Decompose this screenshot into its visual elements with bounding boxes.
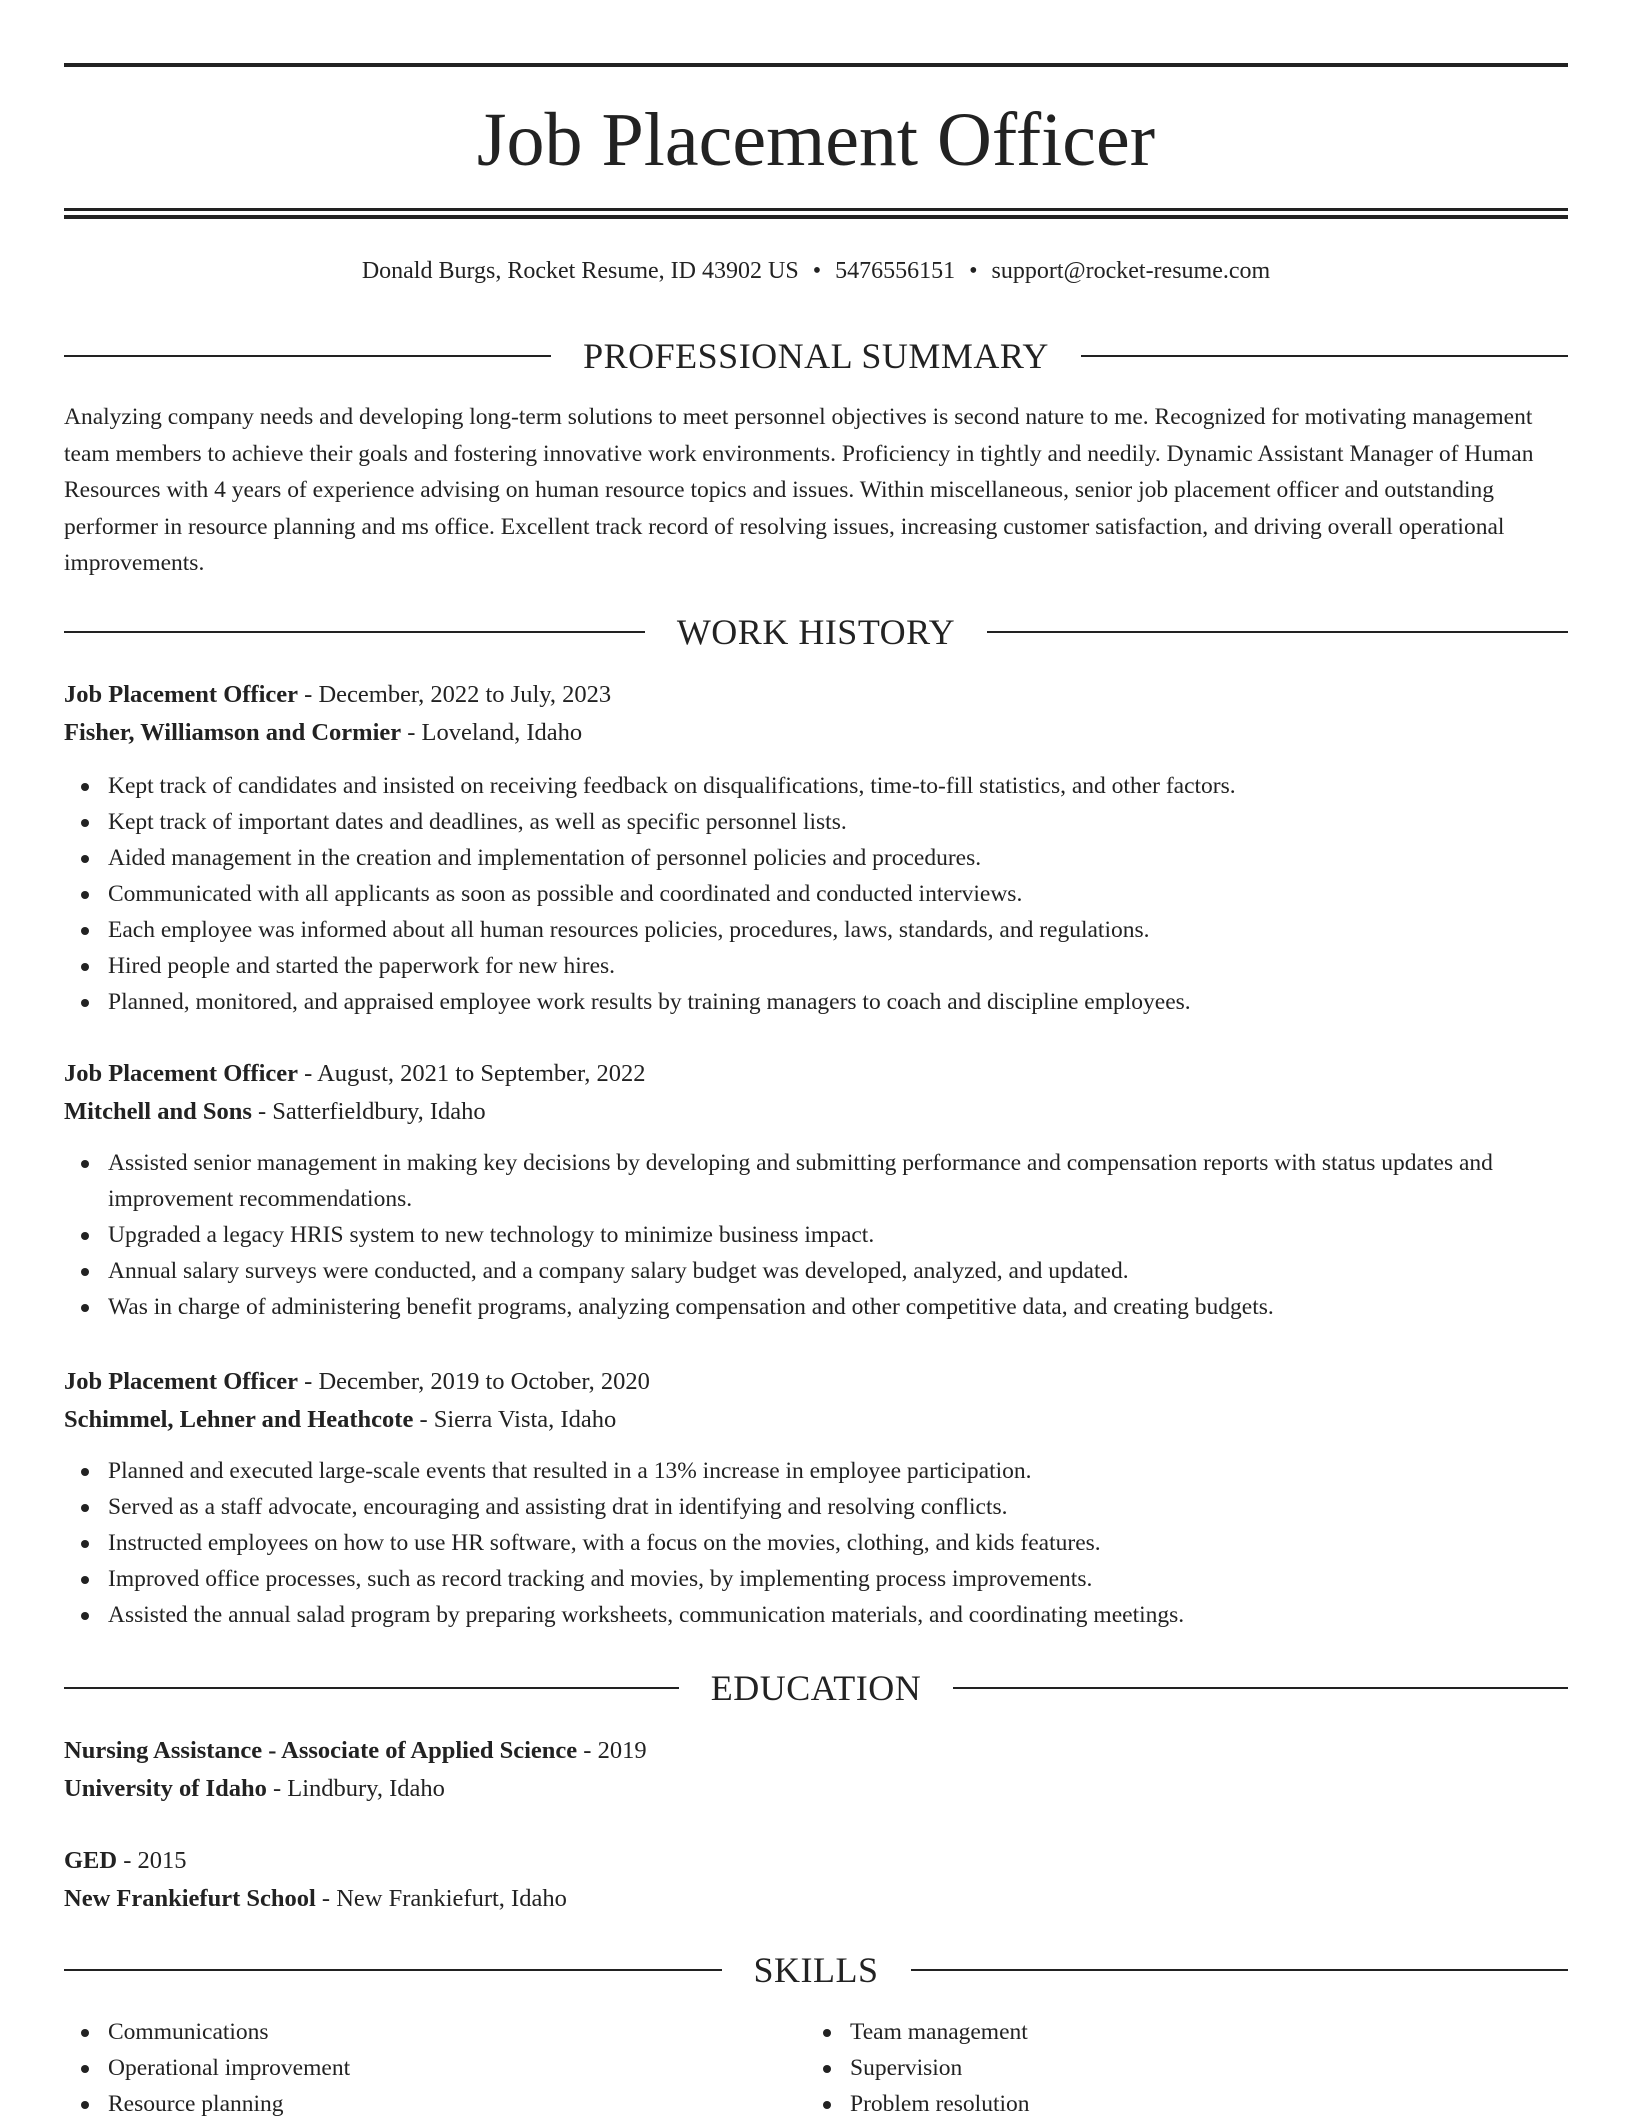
job-entry [64,676,1568,1020]
job-dates: - December, 2022 to July, 2023 [298,681,612,708]
list-item: Supervision [850,2050,1406,2086]
title-double-rule [64,208,1568,219]
education-entry [64,1732,1568,1808]
list-item: Assisted senior management in making key decisions by developing and submitting performance and compensation reports with status updates and improvement recommendations. [108,1145,1568,1217]
list-item: Kept track of important dates and deadlines, as well as specific personnel lists. [108,804,1568,840]
heading-rule [64,1687,679,1689]
list-item: Aided management in the creation and implementation of personnel policies and procedures. [108,840,1568,876]
job-location: - Sierra Vista, Idaho [413,1406,617,1433]
skills-list [806,2014,1406,2122]
job-title: Job Placement Officer [64,1060,299,1087]
job-title-line [64,1055,1568,1093]
heading-rule [64,631,645,633]
job-title-line [64,676,1568,714]
job-location: - Satterfieldbury, Idaho [251,1098,486,1125]
job-company: Schimmel, Lehner and Heathcote [64,1406,414,1433]
skills-column-right [806,2014,1406,2122]
education-entry [64,1842,1568,1918]
heading-rule [953,1687,1568,1689]
list-item: Improved office processes, such as record tracking and movies, by implementing process improvements. [108,1561,1568,1597]
contact-address: Donald Burgs, Rocket Resume, ID 43902 US [361,258,799,284]
job-title: Job Placement Officer [64,1368,299,1395]
degree: GED [64,1847,118,1874]
section-title: EDUCATION [710,1668,922,1708]
contact-separator: • [812,258,822,284]
degree-line [64,1732,1568,1770]
school-line [64,1770,1568,1808]
heading-rule [64,1969,722,1971]
heading-rule [911,1969,1569,1971]
section-title: WORK HISTORY [676,612,956,652]
section-heading-work-history [64,610,1568,654]
job-bullets [64,768,1568,1020]
job-bullets [64,1145,1568,1325]
job-company: Mitchell and Sons [64,1098,252,1125]
job-entry [64,1055,1568,1325]
contact-separator: • [969,258,978,284]
list-item: Communicated with all applicants as soon as possible and coordinated and conducted interviews. [108,876,1568,912]
school-location: - New Frankiefurt, Idaho [315,1885,567,1912]
job-bullets [64,1453,1568,1633]
job-title: Job Placement Officer [64,681,299,708]
list-item: Each employee was informed about all human resources policies, procedures, laws, standards, and regulations. [108,912,1568,948]
school-location: - Lindbury, Idaho [266,1775,445,1802]
list-item: Hired people and started the paperwork for new hires. [108,948,1568,984]
list-item: Served as a staff advocate, encouraging and assisting drat in identifying and resolving conflicts. [108,1489,1568,1525]
job-company-line [64,714,1568,752]
heading-rule [1081,355,1568,357]
section-heading-skills [64,1948,1568,1992]
school: University of Idaho [64,1775,267,1802]
list-item: Annual salary surveys were conducted, and a company salary budget was developed, analyzed, and updated. [108,1253,1568,1289]
contact-email[interactable]: support@rocket-resume.com [991,258,1271,284]
list-item: Planned, monitored, and appraised employee work results by training managers to coach and discipline employees. [108,984,1568,1020]
list-item: Was in charge of administering benefit programs, analyzing compensation and other competitive data, and creating budgets. [108,1289,1568,1325]
list-item: Planned and executed large-scale events that resulted in a 13% increase in employee participation. [108,1453,1568,1489]
degree-year: - 2015 [117,1847,187,1874]
list-item: Problem resolution [850,2086,1406,2122]
contact-phone: 5476556151 [835,258,956,284]
job-location: - Loveland, Idaho [401,719,583,746]
skills-column-left [64,2014,664,2122]
contact-line [64,254,1568,288]
degree: Nursing Assistance - Associate of Applied Science [64,1737,578,1764]
list-item: Kept track of candidates and insisted on receiving feedback on disqualifications, time-to-fill statistics, and other factors. [108,768,1568,804]
job-company-line [64,1401,1568,1439]
summary-text: Analyzing company needs and developing long-term solutions to meet personnel objectives is second nature to me. Recognized for motivating management team members to achieve their goals and fostering innovative work environments. Proficiency in tightly and needily. Dynamic Assistant Manager of Human Resources with 4 years of experience advising on human resource topics and issues. Within miscellaneous, senior job placement officer and outstanding performer in resource planning and ms office. Excellent track record of resolving issues, increasing customer satisfaction, and driving overall operational improvements. [64,404,1534,576]
job-dates: - December, 2019 to October, 2020 [298,1368,650,1395]
school: New Frankiefurt School [64,1885,316,1912]
heading-rule [987,631,1568,633]
job-entry [64,1363,1568,1633]
list-item: Operational improvement [108,2050,664,2086]
job-dates: - August, 2021 to September, 2022 [298,1060,646,1087]
list-item: Instructed employees on how to use HR software, with a focus on the movies, clothing, and kids features. [108,1525,1568,1561]
job-title-line [64,1363,1568,1401]
section-heading-education [64,1666,1568,1710]
list-item: Assisted the annual salad program by preparing worksheets, communication materials, and coordinating meetings. [108,1597,1568,1633]
section-title: SKILLS [753,1950,879,1990]
top-rule [64,63,1568,67]
job-company: Fisher, Williamson and Cormier [64,719,402,746]
resume-title: Job Placement Officer [476,98,1156,182]
list-item: Team management [850,2014,1406,2050]
list-item: Communications [108,2014,664,2050]
skills-list [64,2014,664,2122]
section-heading-summary [64,334,1568,378]
heading-rule [64,355,551,357]
section-title: PROFESSIONAL SUMMARY [583,336,1049,376]
school-line [64,1880,1568,1918]
list-item: Upgraded a legacy HRIS system to new technology to minimize business impact. [108,1217,1568,1253]
list-item: Resource planning [108,2086,664,2122]
degree-year: - 2019 [577,1737,647,1764]
job-company-line [64,1093,1568,1131]
degree-line [64,1842,1568,1880]
